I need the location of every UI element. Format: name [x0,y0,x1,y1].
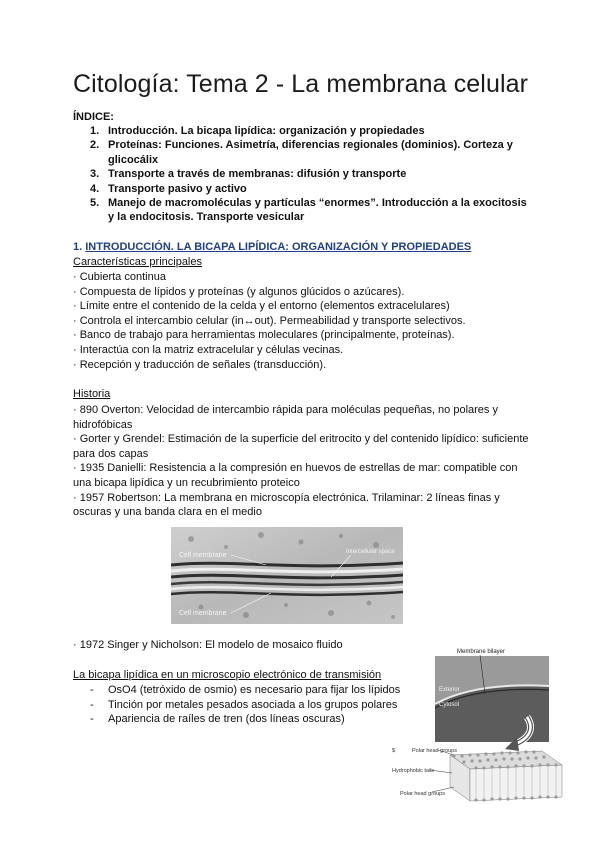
list-item: · Banco de trabajo para herramientas moleculares (principalmente, proteínas). [73,329,455,342]
section-number: 1. [73,241,86,253]
page-title: Citología: Tema 2 - La membrana celular [73,70,529,98]
section-heading [73,241,471,253]
index-item [90,138,530,167]
index-item [90,167,530,181]
list-item-text: OsO4 (tetróxido de osmio) es necesario para fijar los lípidos [108,684,401,696]
index-list [90,124,530,225]
list-item: · Interactúa con la matriz extracelular y células vecinas. [73,343,344,356]
tem-title: La bicapa lipídica en un microscopio electrónico de transmisión [73,669,382,681]
index-number: 5. [90,197,100,210]
index-text: Manejo de macromoléculas y partículas “enormes”. Introducción a la exocitosis y la endocitosis. Transporte vesicular [108,197,527,224]
lipid-bilayer-diagram [392,745,564,807]
list-item: · Controla el intercambio celular (in↔out). Permeabilidad y transporte selectivos. [73,314,466,327]
index-text: Transporte a través de membranas: difusión y transporte [108,168,407,181]
history-title: Historia [73,388,111,400]
polar-heads-bottom-label: Polar head groups [400,791,445,797]
list-item: · Cubierta continua [73,271,166,283]
membrane-micrograph [171,527,403,624]
index-text: Transporte pasivo y activo [108,182,247,195]
micrograph-label-bottom: Cell membrane [179,610,227,617]
index-text: Proteínas: Funciones. Asimetría, diferencias regionales (dominios). Corteza y glicocálix [108,139,513,166]
dash-bullet: - [90,713,94,726]
list-item: · Límite entre el contenido de la celda y el entorno (elementos extracelulares) [73,300,450,313]
index-number: 4. [90,182,100,195]
characteristics-list [73,270,533,372]
dash-bullet: - [90,684,94,696]
exterior-label: Exterior [439,687,460,693]
index-item [90,124,530,138]
bilayer-label: Membrane bilayer [457,649,506,655]
history-item-singer: · 1972 Singer y Nicholson: El modelo de mosaico fluido [73,639,343,651]
index-item [90,196,530,225]
index-number: 1. [90,125,100,137]
dash-bullet: - [90,698,94,711]
tem-list [90,683,401,727]
list-item: · 1935 Danielli: Resistencia a la compresión en huevos de estrellas de mar: compatible con una bicapa lipídica y un recubrimiento proteico [73,462,518,489]
history-list [73,403,538,520]
hydrophobic-tails-label: Hydrophobic tails [392,768,435,774]
index-label: ÍNDICE: [73,111,114,123]
index-number: 3. [90,168,100,181]
list-item: · Gorter y Grendel: Estimación de la superficie del eritrocito y del contenido lipídico: suficiente para dos capas [73,433,529,460]
list-item: · Compuesta de lípidos y proteínas (y algunos glúcidos o azúcares). [73,285,405,298]
list-item: · 890 Overton: Velocidad de intercambio rápida para moléculas pequeñas, no polares y hidrofóbicas [73,404,498,431]
index-item [90,182,530,196]
list-item: · 1957 Robertson: La membrana en microscopía electrónica. Trilaminar: 2 líneas finas y oscuras y una banda clara en el medio [73,491,500,519]
micrograph-label-top: Cell membrane [179,552,227,559]
list-item [90,698,398,713]
index-number: 2. [90,139,100,152]
list-item [90,712,390,727]
section-heading-link[interactable]: INTRODUCCIÓN. LA BICAPA LIPÍDICA: ORGANIZACIÓN Y PROPIEDADES [85,241,472,253]
micrograph-label-right: Intercellular space [346,549,395,555]
characteristics-title: Características principales [73,256,202,268]
bilayer-block [450,750,562,801]
svg-text:$: $ [392,748,396,754]
polar-heads-top-label: Polar head groups [412,748,457,754]
index-text: Introducción. La bicapa lipídica: organización y propiedades [108,125,425,137]
list-item [90,683,401,698]
list-item-text: Tinción por metales pesados asociada a los grupos polares [108,698,398,711]
cytosol-label: Cytosol [439,702,460,708]
list-item: · Recepción y traducción de señales (transducción). [73,358,327,371]
list-item-text: Apariencia de raíles de tren (dos líneas oscuras) [108,713,345,726]
